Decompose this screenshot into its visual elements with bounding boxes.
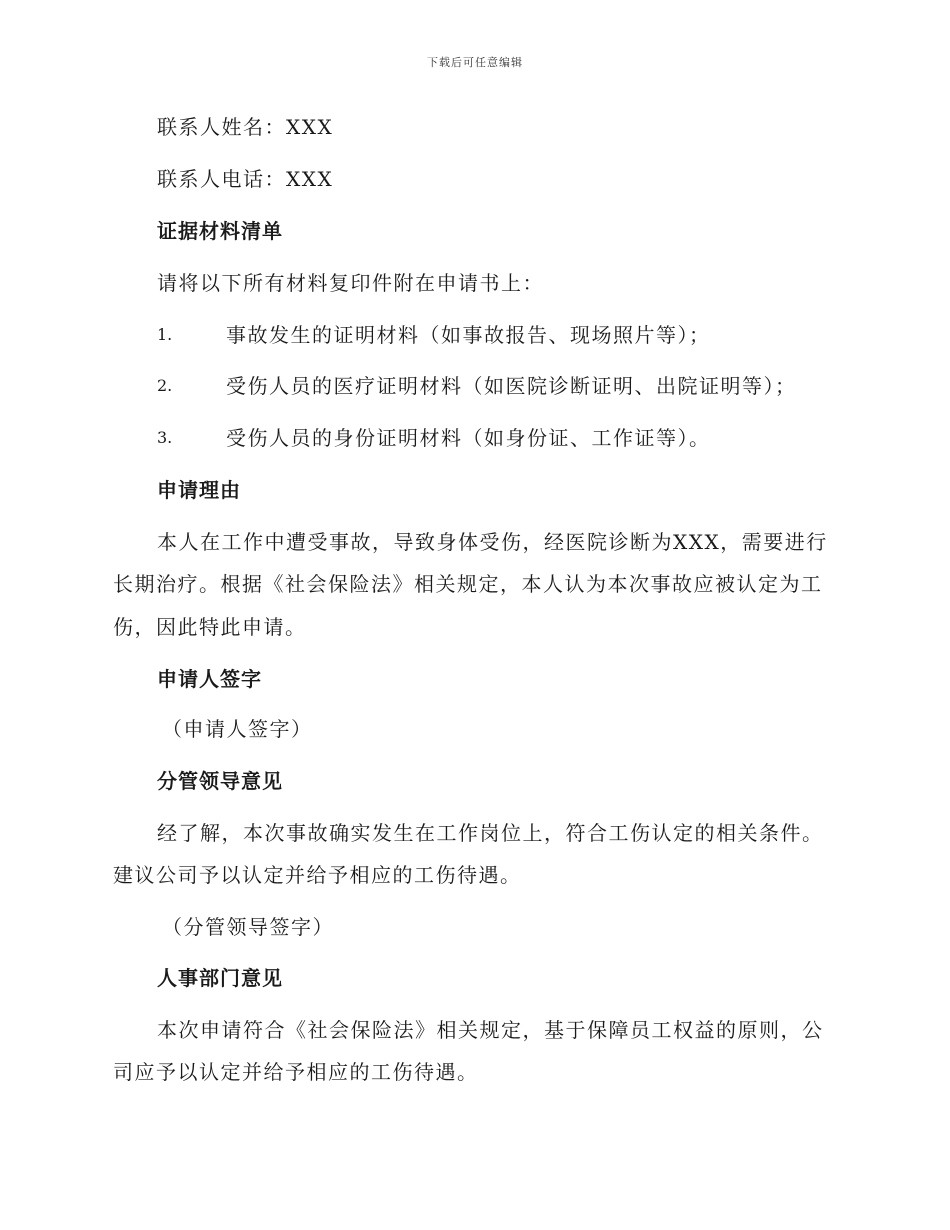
leader-heading: 分管领导意见 xyxy=(157,769,283,793)
list-item-number: 3. xyxy=(157,428,173,447)
leader-paragraph-line: 建议公司予以认定并给予相应的工伤待遇。 xyxy=(113,863,522,887)
reason-heading: 申请理由 xyxy=(157,478,241,502)
applicant-signature: （申请人签字） xyxy=(162,717,313,741)
hr-heading: 人事部门意见 xyxy=(157,966,283,990)
evidence-heading: 证据材料清单 xyxy=(157,219,283,243)
list-item-number: 1. xyxy=(157,325,173,344)
list-item-text: 事故发生的证明材料（如事故报告、现场照片等）； xyxy=(226,323,711,347)
list-item-number: 2. xyxy=(157,376,173,395)
leader-paragraph-line: 经了解，本次事故确实发生在工作岗位上，符合工伤认定的相关条件。 xyxy=(157,821,824,845)
contact-phone: 联系人电话：XXX xyxy=(157,167,334,191)
contact-name: 联系人姓名：XXX xyxy=(157,115,334,139)
list-item-text: 受伤人员的医疗证明材料（如医院诊断证明、出院证明等）； xyxy=(226,374,797,398)
hr-paragraph-line: 司应予以认定并给予相应的工伤待遇。 xyxy=(113,1060,479,1084)
list-item-text: 受伤人员的身份证明材料（如身份证、工作证等）。 xyxy=(226,426,711,450)
evidence-intro: 请将以下所有材料复印件附在申请书上： xyxy=(157,271,544,295)
leader-signature: （分管领导签字） xyxy=(162,915,334,939)
page-header: 下载后可任意编辑 xyxy=(427,56,523,69)
signature-heading: 申请人签字 xyxy=(157,667,262,691)
reason-paragraph-line: 伤，因此特此申请。 xyxy=(113,615,307,639)
hr-paragraph-line: 本次申请符合《社会保险法》相关规定，基于保障员工权益的原则，公 xyxy=(157,1018,824,1042)
reason-paragraph-line: 本人在工作中遭受事故，导致身体受伤，经医院诊断为XXX，需要进行 xyxy=(157,530,828,554)
reason-paragraph-line: 长期治疗。根据《社会保险法》相关规定，本人认为本次事故应被认定为工 xyxy=(113,572,823,596)
